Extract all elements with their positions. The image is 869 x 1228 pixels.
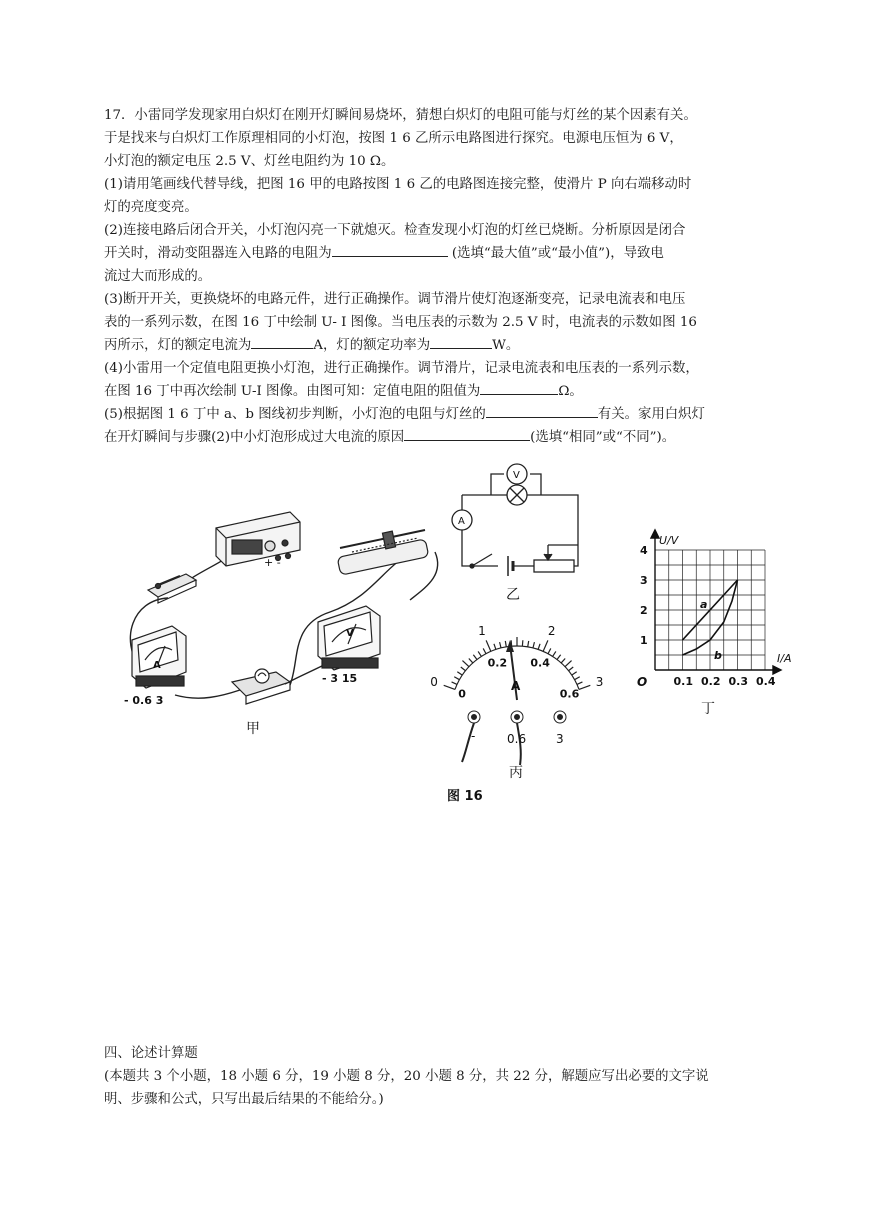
figure-16 xyxy=(0,450,869,820)
dial-tick xyxy=(478,651,481,656)
q17-part2-line2 xyxy=(104,242,776,265)
lamp xyxy=(232,669,290,704)
q17-part1-line2: 灯的亮度变亮。 xyxy=(104,200,198,215)
dial-tick xyxy=(577,682,582,685)
dial-top-label: 1 xyxy=(478,624,486,639)
dial-top-label: 3 xyxy=(595,674,604,689)
ammeter-jia xyxy=(132,626,186,688)
x-tick-label: 0.2 xyxy=(701,675,721,688)
label-bing: 丙 xyxy=(509,765,523,781)
series-label-a: a xyxy=(700,598,708,611)
dial-tick xyxy=(528,641,529,647)
dial-terminal-0.6: 0.6 xyxy=(507,732,527,746)
ammeter-letter: A xyxy=(153,660,161,671)
dial-top-label: 2 xyxy=(547,624,556,639)
dial-tick xyxy=(557,655,561,660)
voltmeter-terminals-label: - 3 15 xyxy=(322,672,358,685)
dial-tick xyxy=(473,655,477,660)
dial-tick xyxy=(469,658,473,662)
dial-tick xyxy=(572,672,577,675)
y-axis-arrow xyxy=(651,530,659,538)
section-4-note-line1: (本题共 3 个小题，18 小题 6 分，19 小题 8 分，20 小题 8 分，共 22 分，解题应写出必要的文字说 xyxy=(104,1069,709,1084)
dial-tick xyxy=(575,677,580,680)
yi-ammeter-letter: A xyxy=(458,516,465,527)
yi-voltmeter-letter: V xyxy=(513,470,520,481)
dial-tick xyxy=(561,658,565,662)
dial-tick xyxy=(486,640,491,651)
q17-part4-line2 xyxy=(104,380,776,403)
q17-part3-line3 xyxy=(104,334,776,357)
q17-part5-text-a: (5)根据图 1 6 丁中 a、b 图线初步判断，小灯泡的电阻与灯丝的 xyxy=(104,407,486,422)
q17-part1-line1: (1)请用笔画线代替导线，把图 16 甲的电路按图 1 6 乙的电路图连接完整，使滑片 P 向右端移动时 xyxy=(104,177,692,192)
section-4 xyxy=(104,1042,776,1111)
dial-top-label: 0 xyxy=(430,674,438,689)
battery-terminals-label: + - xyxy=(264,556,281,569)
switch xyxy=(148,574,196,603)
dial-terminal-3: 3 xyxy=(556,732,564,746)
answer-blank-5a[interactable] xyxy=(486,403,598,418)
y-tick-label: 3 xyxy=(640,574,648,587)
x-tick-label: 0.1 xyxy=(673,675,693,688)
dial-tick xyxy=(553,651,556,656)
dial-tick xyxy=(548,648,551,653)
figure-caption: 图 16 xyxy=(447,789,483,804)
q17-part2-line3: 流过大而形成的。 xyxy=(104,269,212,284)
dial-tick xyxy=(500,642,501,648)
answer-blank-3b[interactable] xyxy=(430,334,492,349)
q17-part5-line2 xyxy=(104,426,776,449)
dial-tick xyxy=(505,641,506,647)
dial-tick xyxy=(462,661,469,667)
dial-tick xyxy=(543,640,548,651)
dial-bottom-label: 0.2 xyxy=(487,656,508,670)
q17-part3-text-a: 丙所示，灯的额定电流为 xyxy=(104,338,252,353)
dial-tick xyxy=(569,667,574,671)
q17-part4-text-a: 在图 16 丁中再次绘制 U-I 图像。由图可知：定值电阻的阻值为 xyxy=(104,384,481,399)
x-tick-label: 0.3 xyxy=(728,675,748,688)
y-tick-label: 1 xyxy=(640,634,648,647)
answer-blank-5b[interactable] xyxy=(404,426,530,441)
x-axis-label: I/A xyxy=(777,652,792,665)
dial-bottom-label: 0.6 xyxy=(559,687,580,701)
ammeter-dial-bing xyxy=(430,624,603,765)
q17-part4-text-b: Ω。 xyxy=(558,384,583,399)
q17-part4-line1: (4)小雷用一个定值电阻更换小灯泡，进行正确操作。调节滑片，记录电流表和电压表的一系列示数， xyxy=(104,361,699,376)
label-jia: 甲 xyxy=(246,721,260,737)
series-label-b: b xyxy=(714,649,722,662)
dial-bottom-label: 0 xyxy=(458,687,466,701)
ui-graph-ding xyxy=(637,530,791,689)
question-17 xyxy=(104,104,776,449)
q17-part5-text-c: 在开灯瞬间与步骤(2)中小灯泡形成过大电流的原因 xyxy=(104,430,405,445)
label-yi: 乙 xyxy=(506,587,520,603)
answer-blank-3a[interactable] xyxy=(251,334,313,349)
q17-part5-text-b: 有关。家用白炽灯 xyxy=(597,407,705,422)
section-4-title: 四、论述计算题 xyxy=(104,1046,198,1061)
ammeter-terminals-label: - 0.6 3 xyxy=(124,694,164,707)
section-4-note-line2: 明、步骤和公式，只写出最后结果的不能给分。) xyxy=(104,1092,384,1107)
label-ding: 丁 xyxy=(701,701,715,717)
dial-tick xyxy=(565,661,572,667)
q17-part3-text-c: W。 xyxy=(492,338,520,353)
dial-bottom-label: 0.4 xyxy=(530,656,550,670)
dial-tick xyxy=(454,677,459,680)
x-axis-arrow xyxy=(773,666,781,674)
q17-part3-line2: 表的一系列示数，在图 16 丁中绘制 U- I 图像。当电压表的示数为 2.5 V 时，电流表的示数如图 16 xyxy=(104,315,697,330)
y-axis-label: U/V xyxy=(659,534,679,547)
voltmeter-letter: V xyxy=(346,628,354,639)
q17-intro-line3: 小灯泡的额定电压 2.5 V、灯丝电阻约为 10 Ω。 xyxy=(104,154,395,169)
q17-part3-line1: (3)断开开关，更换烧坏的电路元件，进行正确操作。调节滑片使灯泡逐渐变亮，记录电流表和电压 xyxy=(104,292,686,307)
q17-part2-text-a: 开关时，滑动变阻器连入电路的电阻为 xyxy=(104,246,332,261)
q17-part2-text-b: (选填“最大值”或“最小值”)，导致电 xyxy=(447,246,664,261)
origin-label: O xyxy=(637,675,648,689)
dial-tick xyxy=(452,682,457,685)
y-tick-label: 2 xyxy=(640,604,648,617)
y-tick-label: 4 xyxy=(640,544,648,557)
apparatus-jia xyxy=(124,512,438,707)
dial-tick xyxy=(538,644,540,650)
q17-part3-text-b: A，灯的额定功率为 xyxy=(313,338,431,353)
dial-tick xyxy=(461,667,466,671)
q17-intro-line1: 17．小雷同学发现家用白炽灯在刚开灯瞬间易烧坏，猜想白炽灯的电阻可能与灯丝的某个因素有关。 xyxy=(104,108,697,123)
dial-tick xyxy=(494,644,496,650)
q17-intro-line2: 于是找来与白炽灯工作原理相同的小灯泡，按图 1 6 乙所示电路图进行探究。电源电压恒为 6 V， xyxy=(104,131,683,146)
dial-unit: A xyxy=(511,679,521,693)
rheostat xyxy=(337,530,429,575)
dial-terminal-neg: - xyxy=(471,729,476,743)
q17-part2-line1: (2)连接电路后闭合开关，小灯泡闪亮一下就熄灭。检查发现小灯泡的灯丝已烧断。分析原因是闭合 xyxy=(104,223,686,238)
dial-tick xyxy=(579,685,590,689)
dial-tick xyxy=(457,672,462,675)
q17-part5-line1 xyxy=(104,403,776,426)
dial-tick xyxy=(444,685,455,689)
q17-part5-text-d: (选填“相同”或“不同”)。 xyxy=(530,430,676,445)
power-supply xyxy=(216,512,300,566)
dial-tick xyxy=(533,642,534,648)
answer-blank-2[interactable] xyxy=(332,242,448,257)
dial-tick xyxy=(483,648,486,653)
answer-blank-4[interactable] xyxy=(480,380,558,395)
x-tick-label: 0.4 xyxy=(756,675,776,688)
